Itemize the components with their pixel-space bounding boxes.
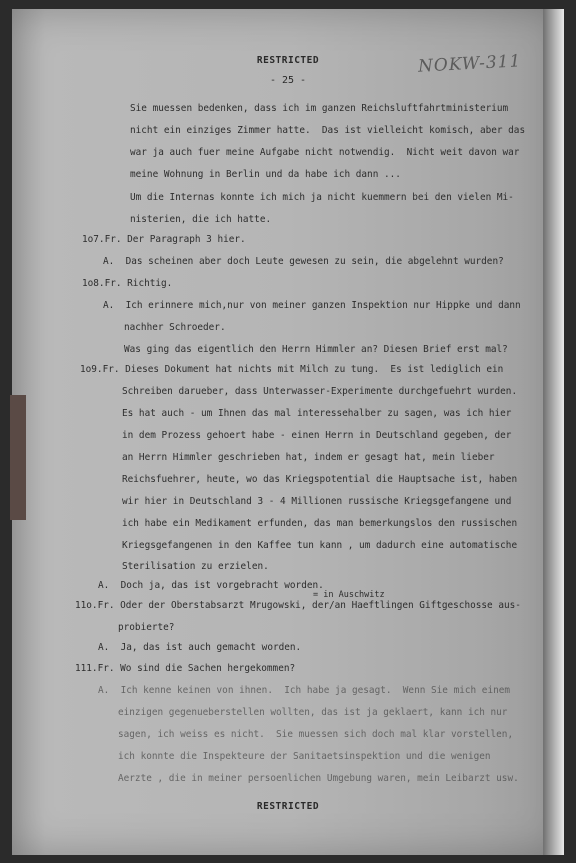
text-line: Aerzte , die in meiner persoenlichen Umgebung waren, mein Leibarzt usw. [118, 773, 519, 784]
interlinear-insertion: = in Auschwitz [313, 590, 385, 600]
document-id-stamp: NOKW-311 [417, 51, 522, 77]
answer-line: A. Ja, das ist auch gemacht worden. [98, 642, 302, 653]
text-line: nicht ein einziges Zimmer hatte. Das ist vielleicht komisch, aber das [130, 125, 526, 136]
answer-line: A. Das scheinen aber doch Leute gewesen zu sein, die abgelehnt wurden? [103, 256, 504, 267]
text-line: in dem Prozess gehoert habe - einen Herrn in Deutschland gegeben, der [122, 430, 512, 441]
text-line: sagen, ich weiss es nicht. Sie muessen sich doch mal klar vorstellen, [118, 729, 514, 740]
answer-line: A. Doch ja, das ist vorgebracht worden. [98, 580, 324, 591]
text-line: wir hier in Deutschland 3 - 4 Millionen russische Kriegsgefangene und [122, 496, 512, 507]
page-number: - 25 - [269, 75, 307, 86]
text-line: Sie muessen bedenken, dass ich im ganzen Reichsluftfahrtministerium [130, 103, 509, 114]
page-edge-shadow [543, 9, 564, 855]
text-line: Reichsfuehrer, heute, wo das Kriegspotential die Hauptsache ist, haben [122, 474, 518, 485]
question-line: 1o9.Fr. Dieses Dokument hat nichts mit Milch zu tung. Es ist lediglich ein [80, 364, 504, 375]
question-line: 1o8.Fr. Richtig. [82, 278, 173, 289]
text-line: nachher Schroeder. [124, 322, 226, 333]
text-line: ich habe ein Medikament erfunden, das man bemerkungslos den russischen [122, 518, 518, 529]
text-line: ich konnte die Inspekteure der Sanitaetsinspektion und die wenigen [118, 751, 491, 762]
text-line: Kriegsgefangenen in den Kaffee tun kann , um dadurch eine automatische [122, 540, 518, 551]
answer-line: A. Ich kenne keinen von ihnen. Ich habe ja gesagt. Wenn Sie mich einem [98, 685, 511, 696]
question-line: 111.Fr. Wo sind die Sachen hergekommen? [75, 663, 296, 674]
text-line: meine Wohnung in Berlin und da habe ich dann ... [130, 169, 401, 180]
question-line: 11o.Fr. Oder der Oberstabsarzt Mrugowski, der/an Haeftlingen Giftgeschosse aus- [75, 600, 521, 611]
answer-line: A. Ich erinnere mich,nur von meiner ganzen Inspektion nur Hippke und dann [103, 300, 521, 311]
question-line: 1o7.Fr. Der Paragraph 3 hier. [82, 234, 246, 245]
text-line: Es hat auch - um Ihnen das mal interessehalber zu sagen, was ich hier [122, 408, 512, 419]
footer-classification: RESTRICTED [256, 801, 320, 812]
left-binding-strip [10, 395, 26, 520]
text-line: war ja auch fuer meine Aufgabe nicht notwendig. Nicht weit davon war [130, 147, 520, 158]
text-line: Schreiben darueber, dass Unterwasser-Experimente durchgefuehrt wurden. [122, 386, 518, 397]
text-line: probierte? [118, 622, 175, 633]
text-line: Was ging das eigentlich den Herrn Himmler an? Diesen Brief erst mal? [124, 344, 508, 355]
text-line: Um die Internas konnte ich mich ja nicht kuemmern bei den vielen Mi- [130, 192, 514, 203]
text-line: an Herrn Himmler geschrieben hat, indem er gesagt hat, mein lieber [122, 452, 495, 463]
header-classification: RESTRICTED [256, 55, 320, 66]
text-line: einzigen gegenueberstellen wollten, das ist ja geklaert, kann ich nur [118, 707, 508, 718]
text-line: nisterien, die ich hatte. [130, 214, 272, 225]
text-line: Sterilisation zu erzielen. [122, 561, 269, 572]
